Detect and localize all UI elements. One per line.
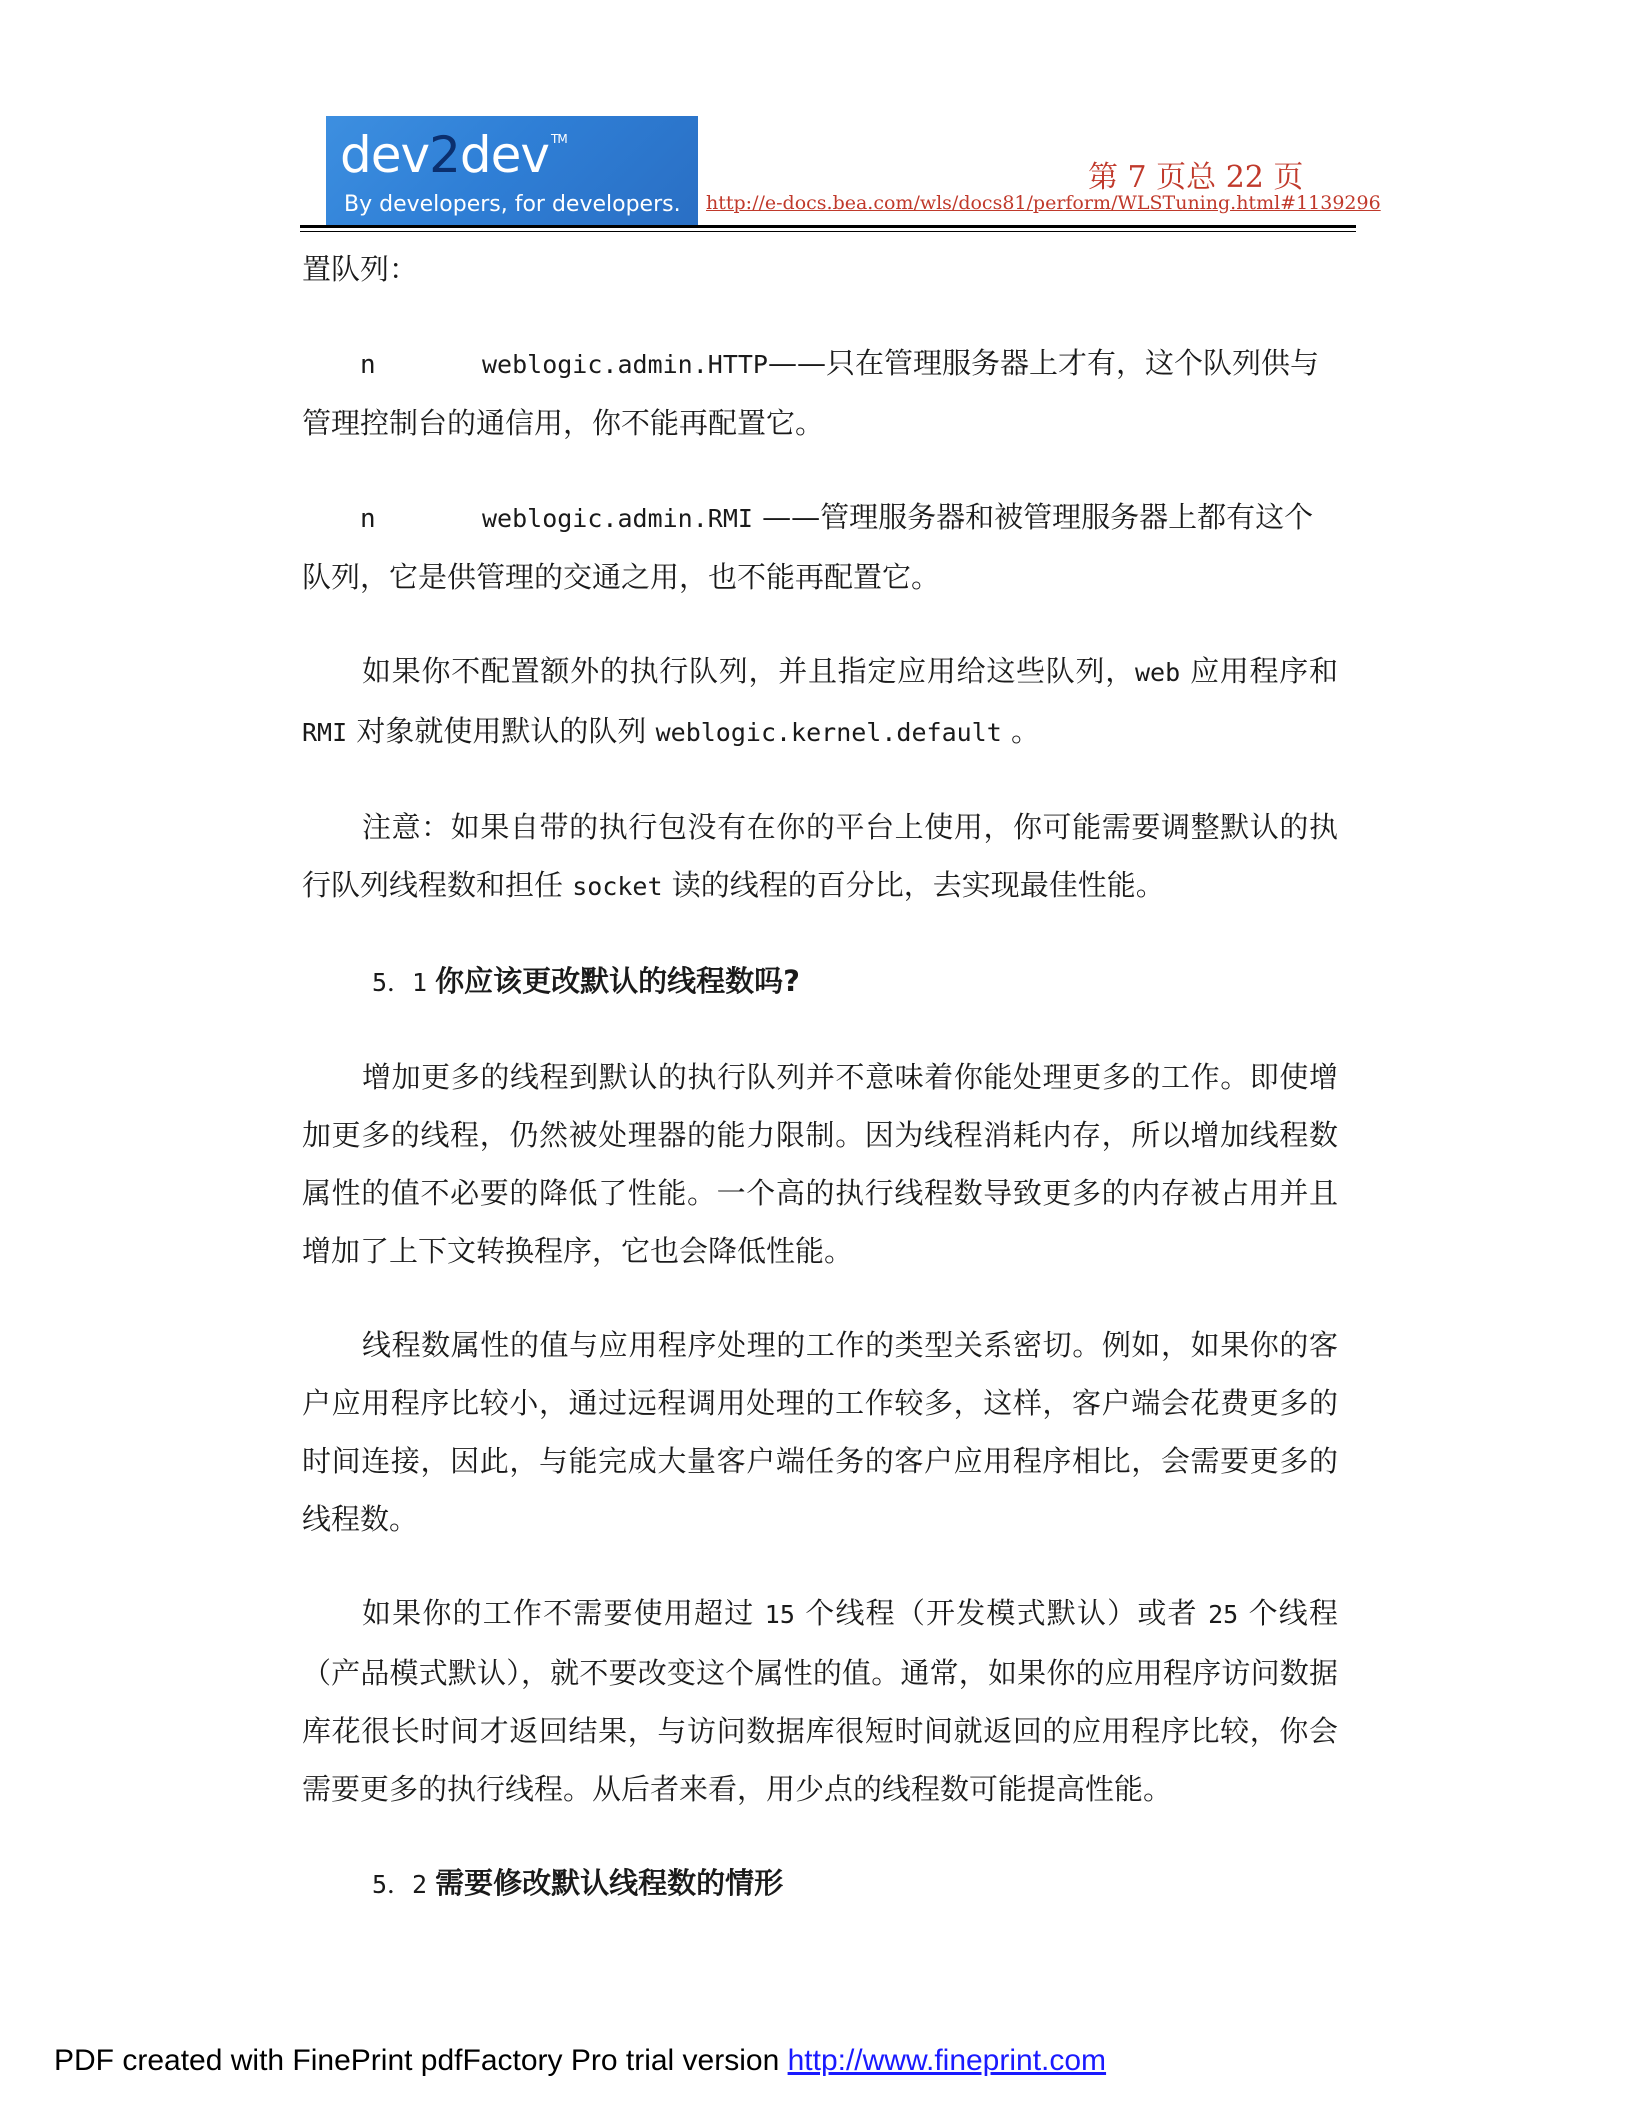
bullet-marker: n (360, 350, 376, 380)
footer-text: PDF created with FinePrint pdfFactory Pro trial version (54, 2044, 788, 2077)
code-admin-rmi: weblogic.admin.RMI (482, 504, 753, 533)
section-heading-5-1: 5．1 你应该更改默认的线程数吗? (372, 964, 800, 998)
paragraph-note: 注意：如果自带的执行包没有在你的平台上使用，你可能需要调整默认的执行队列线程数和担任 socket 读的线程的百分比，去实现最佳性能。 (302, 810, 1338, 902)
logo-tagline: By developers, for developers. (344, 192, 681, 217)
paragraph-default-queue: 如果你不配置额外的执行队列，并且指定应用给这些队列，web 应用程序和RMI 对象就使用默认的队列 weblogic.kernel.default 。 (302, 654, 1338, 748)
logo-wordmark: dev2dev ™ (340, 126, 567, 184)
page-counter: 第 7 页总 22 页 (1088, 160, 1304, 195)
document-body (302, 240, 1338, 1950)
code-admin-http: weblogic.admin.HTTP (482, 350, 768, 379)
footer-link[interactable]: http://www.fineprint.com (787, 2044, 1107, 2077)
section-heading-5-2: 5．2 需要修改默认线程数的情形 (372, 1866, 784, 1900)
header-rule-thin (300, 231, 1356, 232)
bullet-admin-rmi: n weblogic.admin.RMI ——管理服务器和被管理服务器上都有这个 队列，它是供管理的交通之用，也不能再配置它。 (302, 488, 1338, 606)
dev2dev-logo (326, 116, 698, 226)
bullet-marker: n (360, 504, 376, 534)
header-url-link[interactable]: http://e-docs.bea.com/wls/docs81/perform/WLSTuning.html#1139296 (706, 192, 1381, 214)
paragraph-when-not-change: 如果你的工作不需要使用超过 15 个线程（开发模式默认）或者 25 个线程（产品模式默认），就不要改变这个属性的值。通常，如果你的应用程序访问数据库花很长时间才返回结果，与访问数据库很短时间就返回的应用程序比较，你会需要更多的执行线程。从后者来看，用少点的线程数可能提高性能。 (302, 1596, 1338, 1806)
header-rule-thick (300, 225, 1356, 228)
paragraph-continuation: 置队列： (302, 252, 419, 286)
paragraph-more-threads: 增加更多的线程到默认的执行队列并不意味着你能处理更多的工作。即使增加更多的线程，仍然被处理器的能力限制。因为线程消耗内存，所以增加线程数属性的值不必要的降低了性能。一个高的执行线程数导致更多的内存被占用并且增加了上下文转换程序，它也会降低性能。 (302, 1060, 1338, 1268)
paragraph-thread-count-property: 线程数属性的值与应用程序处理的工作的类型关系密切。例如，如果你的客户应用程序比较小，通过远程调用处理的工作较多，这样，客户端会花费更多的时间连接，因此，与能完成大量客户端任务的客户应用程序相比，会需要更多的线程数。 (302, 1328, 1338, 1536)
pdf-footer (54, 2044, 1106, 2078)
bullet-admin-http: n weblogic.admin.HTTP——只在管理服务器上才有，这个队列供与 管理控制台的通信用，你不能再配置它。 (302, 334, 1338, 452)
